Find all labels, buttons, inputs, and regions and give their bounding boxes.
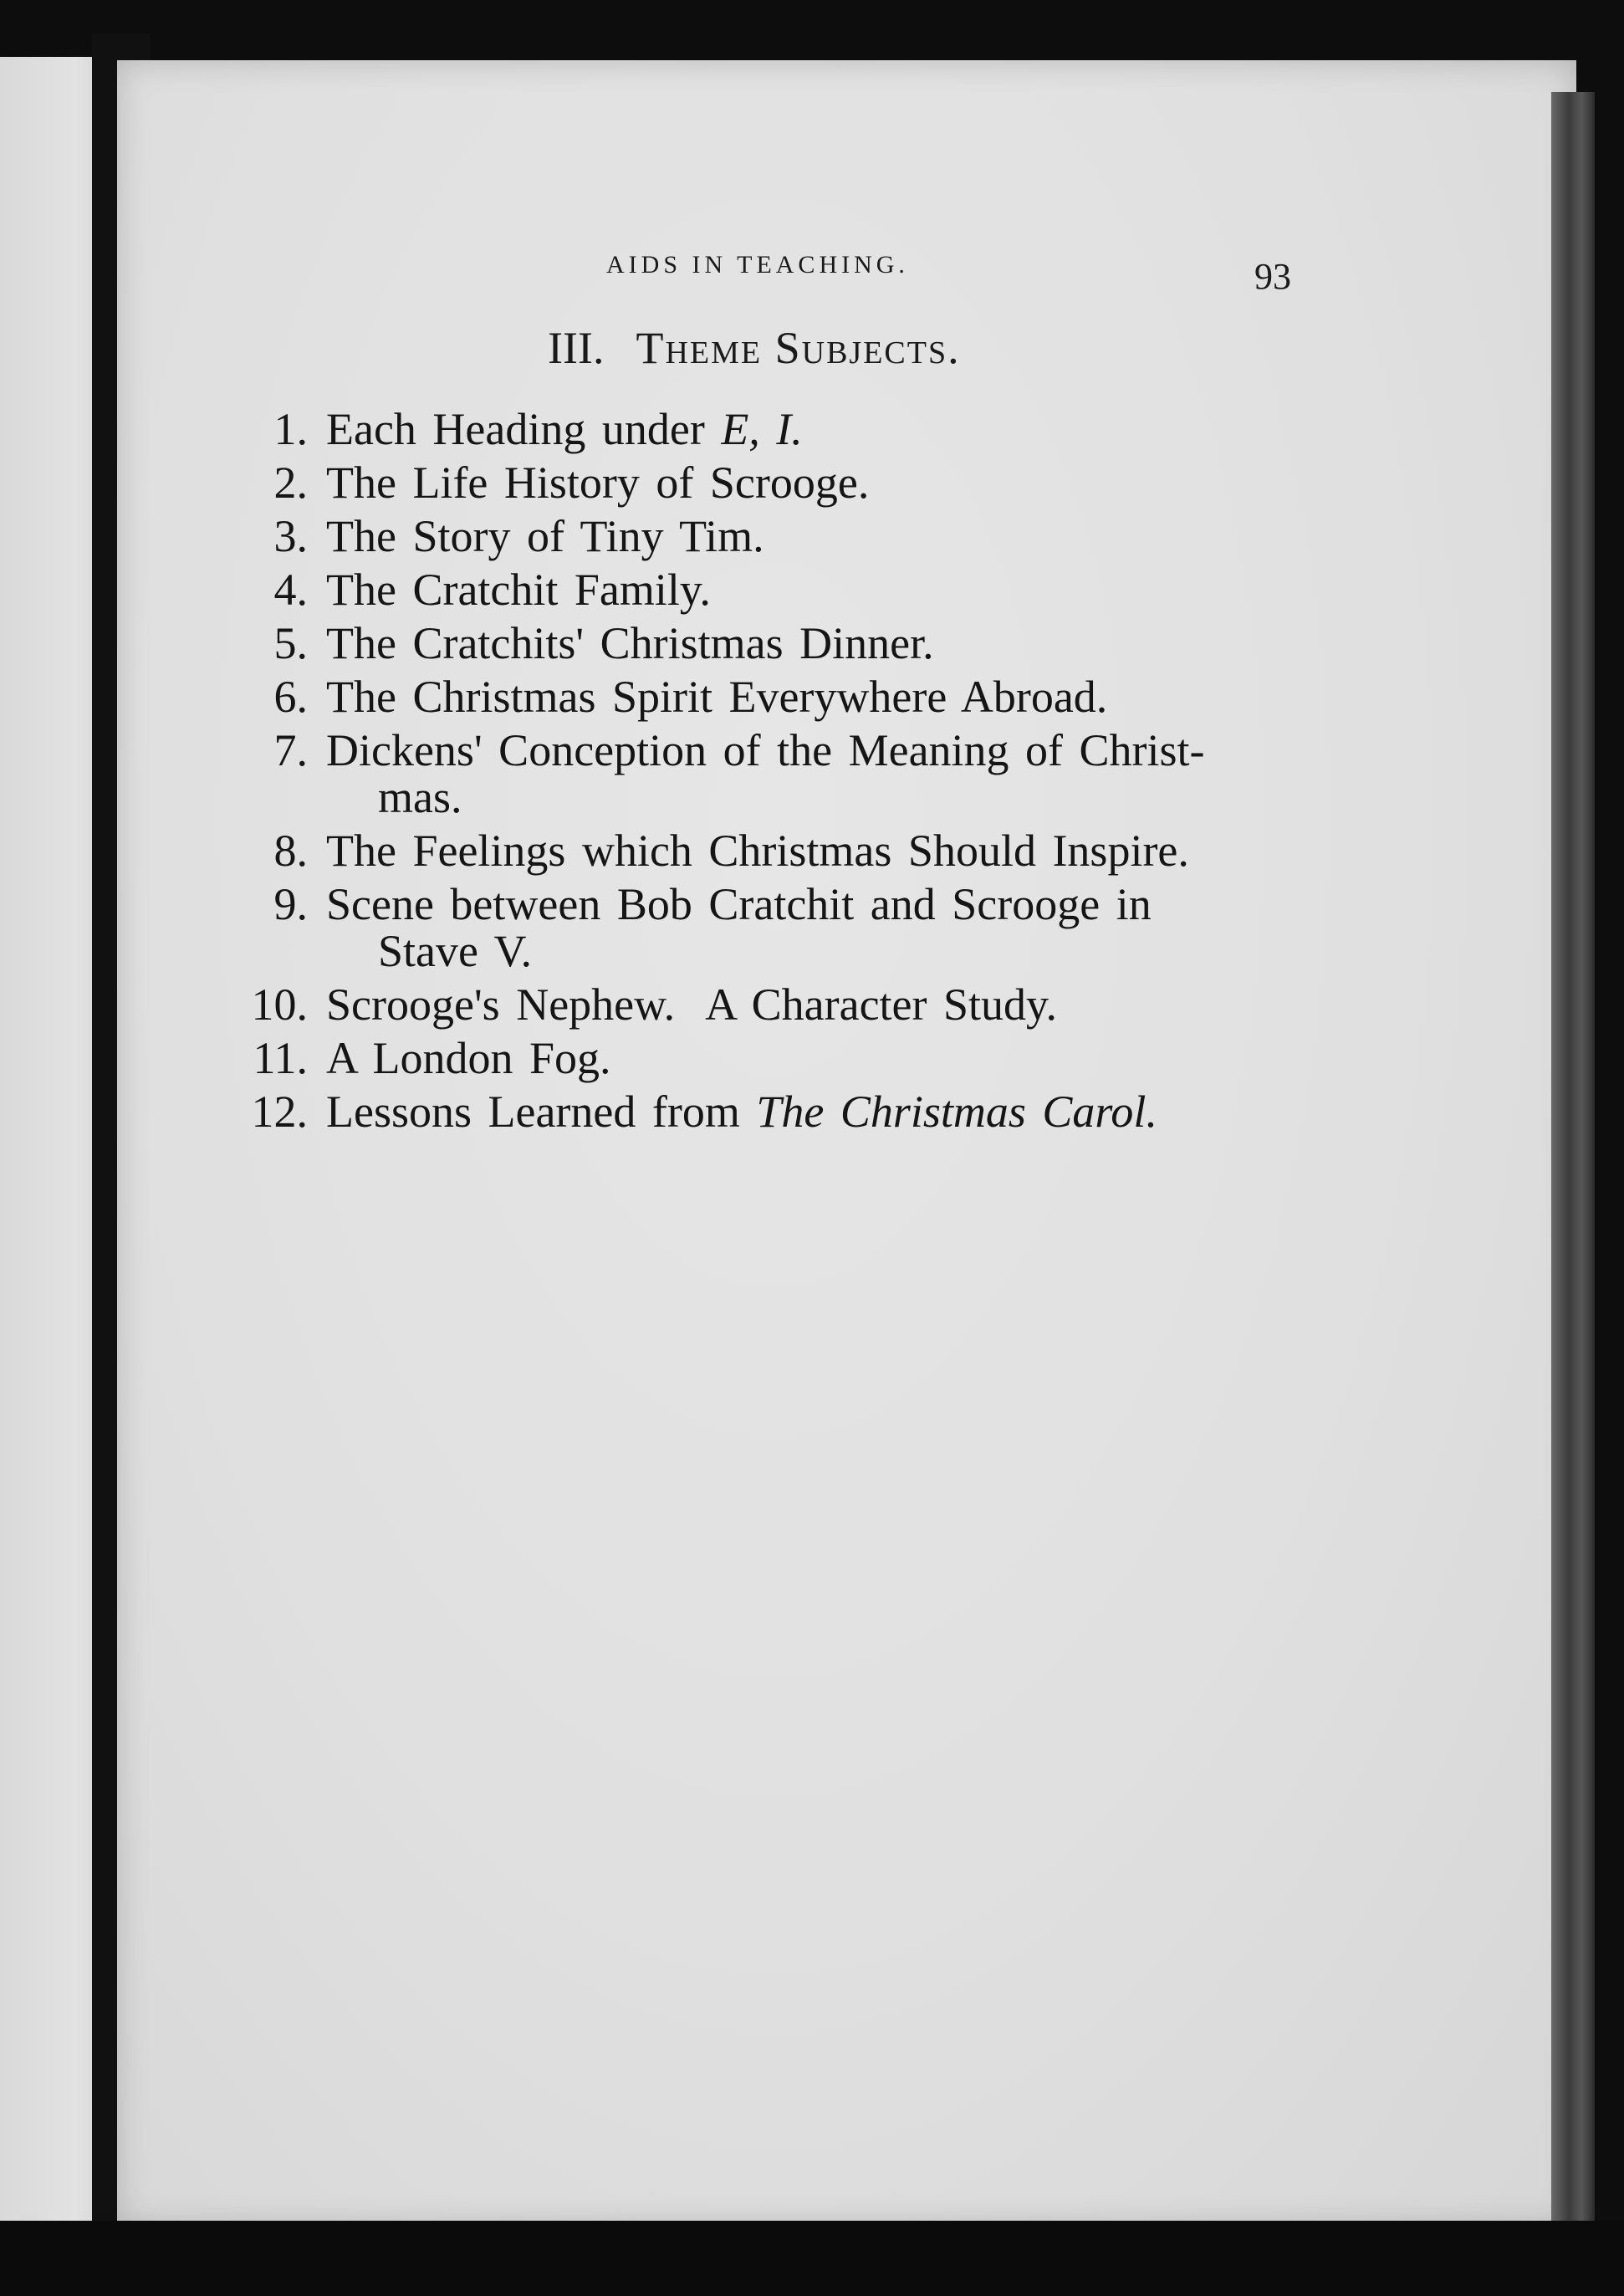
list-item	[234, 827, 1321, 874]
item-number: 1.	[273, 404, 308, 454]
item-number: 11.	[253, 1033, 308, 1083]
item-text: The Christmas Spirit Everywhere Abroad.	[326, 672, 1108, 722]
page-fore-edge	[1551, 92, 1595, 2233]
list-item	[234, 1035, 1321, 1082]
item-continuation: mas.	[378, 772, 462, 822]
item-text-block	[326, 727, 1321, 821]
page-number: 93	[1254, 256, 1291, 297]
item-number: 12.	[251, 1087, 308, 1137]
section-heading	[548, 322, 961, 374]
list-item	[234, 620, 1321, 667]
list-item	[234, 459, 1321, 506]
item-italic-text: E, I.	[721, 404, 803, 454]
item-text: Each Heading under E, I.	[326, 404, 803, 454]
section-title: Theme Subjects.	[636, 323, 961, 373]
list-item	[234, 673, 1321, 720]
list-item	[234, 513, 1321, 560]
item-number: 9.	[273, 879, 308, 929]
list-item	[234, 981, 1321, 1028]
item-text: Dickens' Conception of the Meaning of Christ-	[326, 725, 1205, 775]
scan-background	[0, 2221, 1624, 2296]
item-italic-text: The Christmas Carol.	[756, 1087, 1157, 1137]
section-number: III.	[548, 323, 605, 373]
item-text: The Life History of Scrooge.	[326, 458, 870, 508]
item-continuation: Stave V.	[378, 926, 533, 976]
item-number: 2.	[273, 458, 308, 508]
item-number: 10.	[251, 979, 308, 1030]
item-number: 6.	[273, 672, 308, 722]
item-text: The Cratchits' Christmas Dinner.	[326, 618, 934, 668]
item-number: 3.	[273, 511, 308, 561]
item-number: 8.	[273, 826, 308, 876]
item-text-block	[326, 881, 1321, 974]
list-item	[234, 1088, 1321, 1135]
item-text: The Story of Tiny Tim.	[326, 511, 764, 561]
list-item	[234, 566, 1321, 613]
item-text: The Cratchit Family.	[326, 565, 711, 615]
book-page	[117, 60, 1576, 2227]
theme-subjects-list	[234, 406, 1321, 1142]
list-item	[234, 881, 1321, 974]
item-text: A London Fog.	[326, 1033, 611, 1083]
item-text: Scene between Bob Cratchit and Scrooge in	[326, 879, 1152, 929]
item-number: 5.	[273, 618, 308, 668]
running-head: AIDS IN TEACHING.	[606, 251, 909, 279]
list-item	[234, 406, 1321, 453]
item-number: 4.	[273, 565, 308, 615]
item-number: 7.	[273, 725, 308, 775]
list-item	[234, 727, 1321, 821]
item-text: Scrooge's Nephew. A Character Study.	[326, 979, 1058, 1030]
item-text: The Feelings which Christmas Should Inspire.	[326, 826, 1189, 876]
item-text: Lessons Learned from The Christmas Carol.	[326, 1087, 1157, 1137]
